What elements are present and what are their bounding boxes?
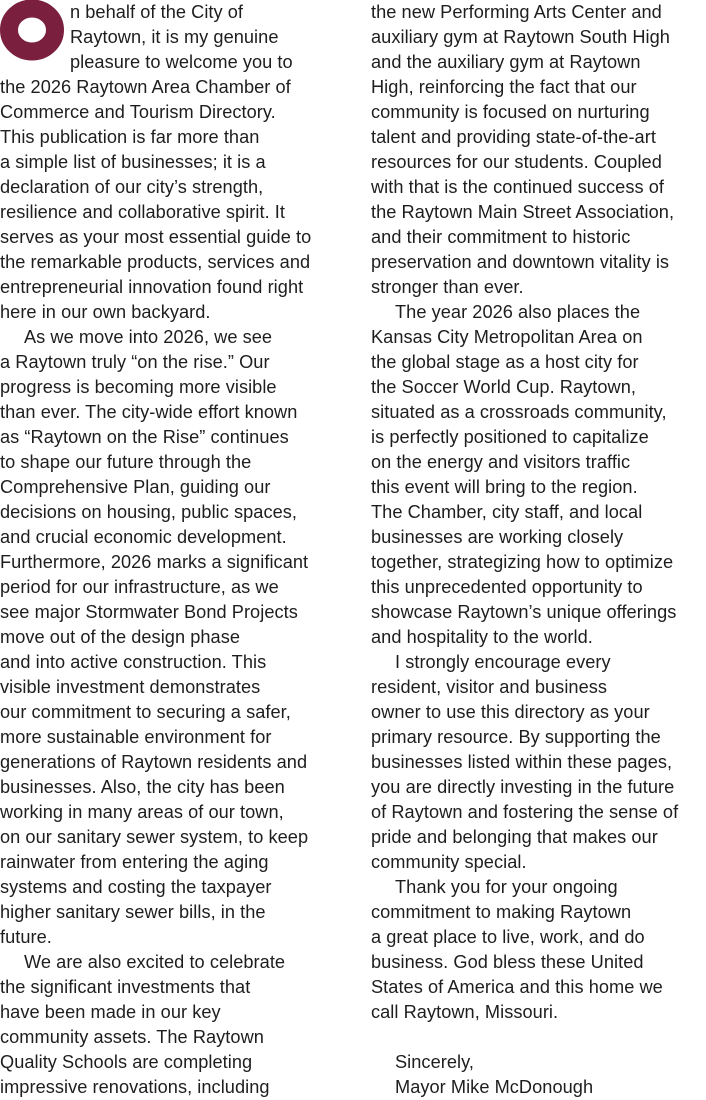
body-line: a Raytown truly “on the rise.” Our [0, 352, 270, 372]
body-line: a great place to live, work, and do [371, 927, 645, 947]
body-line: this event will bring to the region. [371, 477, 638, 497]
body-line: States of America and this home we [371, 977, 663, 997]
body-line: Commerce and Tourism Directory. [0, 102, 276, 122]
body-line: community special. [371, 852, 527, 872]
body-line: decisions on housing, public spaces, [0, 502, 298, 522]
body-line: resilience and collaborative spirit. It [0, 202, 286, 222]
right-column [371, 0, 706, 1100]
body-line: together, strategizing how to optimize [371, 552, 674, 572]
body-line: higher sanitary sewer bills, in the [0, 902, 266, 922]
body-line: more sustainable environment for [0, 727, 272, 747]
body-line: visible investment demonstrates [0, 677, 261, 697]
body-line: impressive renovations, including [0, 1077, 270, 1097]
spacer [371, 1025, 706, 1050]
body-line: n behalf of the City of [70, 2, 244, 22]
body-line: Quality Schools are completing [0, 1052, 253, 1072]
body-line: Raytown, it is my genuine [70, 27, 279, 47]
body-line: showcase Raytown’s unique offerings [371, 602, 677, 622]
body-line: progress is becoming more visible [0, 377, 277, 397]
body-line: resources for our students. Coupled [371, 152, 662, 172]
body-line: on the energy and visitors traffic [371, 452, 631, 472]
left-column [0, 0, 342, 1100]
body-line: and the auxiliary gym at Raytown [371, 52, 641, 72]
body-line: situated as a crossroads community, [371, 402, 667, 422]
body-line: businesses listed within these pages, [371, 752, 673, 772]
body-line: here in our own backyard. [0, 302, 211, 322]
body-line: as “Raytown on the Rise” continues [0, 427, 289, 447]
body-line: Kansas City Metropolitan Area on [371, 327, 643, 347]
body-line: The year 2026 also places the [395, 302, 641, 322]
body-line: declaration of our city’s strength, [0, 177, 264, 197]
body-line: the new Performing Arts Center and [371, 2, 662, 22]
body-line: Comprehensive Plan, guiding our [0, 477, 271, 497]
body-line: rainwater from entering the aging [0, 852, 269, 872]
body-line: business. God bless these United [371, 952, 644, 972]
body-line: pride and belonging that makes our [371, 827, 658, 847]
body-line: the 2026 Raytown Area Chamber of [0, 77, 291, 97]
body-line: community assets. The Raytown [0, 1027, 264, 1047]
body-line: commitment to making Raytown [371, 902, 632, 922]
body-line: preservation and downtown vitality is [371, 252, 670, 272]
body-line: generations of Raytown residents and [0, 752, 308, 772]
body-line: auxiliary gym at Raytown South High [371, 27, 670, 47]
body-line: to shape our future through the [0, 452, 252, 472]
body-line: and hospitality to the world. [371, 627, 593, 647]
body-line: community is focused on nurturing [371, 102, 650, 122]
body-line: a simple list of businesses; it is a [0, 152, 266, 172]
body-line: serves as your most essential guide to [0, 227, 312, 247]
body-line: is perfectly positioned to capitalize [371, 427, 649, 447]
body-line: the global stage as a host city for [371, 352, 639, 372]
body-line: this unprecedented opportunity to [371, 577, 643, 597]
body-line: the remarkable products, services and [0, 252, 311, 272]
body-line: As we move into 2026, we see [24, 327, 273, 347]
body-line: have been made in our key [0, 1002, 221, 1022]
body-line: and crucial economic development. [0, 527, 287, 547]
body-line: and their commitment to historic [371, 227, 631, 247]
body-line: owner to use this directory as your [371, 702, 650, 722]
body-line: pleasure to welcome you to [70, 52, 293, 72]
body-line: our commitment to securing a safer, [0, 702, 291, 722]
body-line: systems and costing the taxpayer [0, 877, 272, 897]
body-line: period for our infrastructure, as we [0, 577, 279, 597]
body-line: Thank you for your ongoing [395, 877, 618, 897]
body-line: resident, visitor and business [371, 677, 608, 697]
body-line: I strongly encourage every [395, 652, 611, 672]
body-line: The Chamber, city staff, and local [371, 502, 643, 522]
body-line: with that is the continued success of [371, 177, 665, 197]
body-line: entrepreneurial innovation found right [0, 277, 304, 297]
body-line: businesses. Also, the city has been [0, 777, 285, 797]
body-line: the Raytown Main Street Association, [371, 202, 675, 222]
body-line: working in many areas of our town, [0, 802, 284, 822]
body-line: the Soccer World Cup. Raytown, [371, 377, 636, 397]
body-line: future. [0, 927, 52, 947]
body-line: and into active construction. This [0, 652, 267, 672]
body-line: call Raytown, Missouri. [371, 1002, 559, 1022]
signature-name: Mayor Mike McDonough [395, 1077, 594, 1097]
body-line: High, reinforcing the fact that our [371, 77, 637, 97]
body-line: the significant investments that [0, 977, 251, 997]
body-line: you are directly investing in the future [371, 777, 675, 797]
body-line: businesses are working closely [371, 527, 624, 547]
body-line: primary resource. By supporting the [371, 727, 661, 747]
body-line: We are also excited to celebrate [24, 952, 286, 972]
body-line: than ever. The city-wide effort known [0, 402, 298, 422]
body-line: on our sanitary sewer system, to keep [0, 827, 309, 847]
body-line: stronger than ever. [371, 277, 524, 297]
body-line: This publication is far more than [0, 127, 260, 147]
body-line: talent and providing state-of-the-art [371, 127, 656, 147]
body-line: of Raytown and fostering the sense of [371, 802, 679, 822]
body-line: Furthermore, 2026 marks a significant [0, 552, 309, 572]
closing-text: Sincerely, [395, 1052, 475, 1072]
body-line: move out of the design phase [0, 627, 241, 647]
body-line: see major Stormwater Bond Projects [0, 602, 298, 622]
